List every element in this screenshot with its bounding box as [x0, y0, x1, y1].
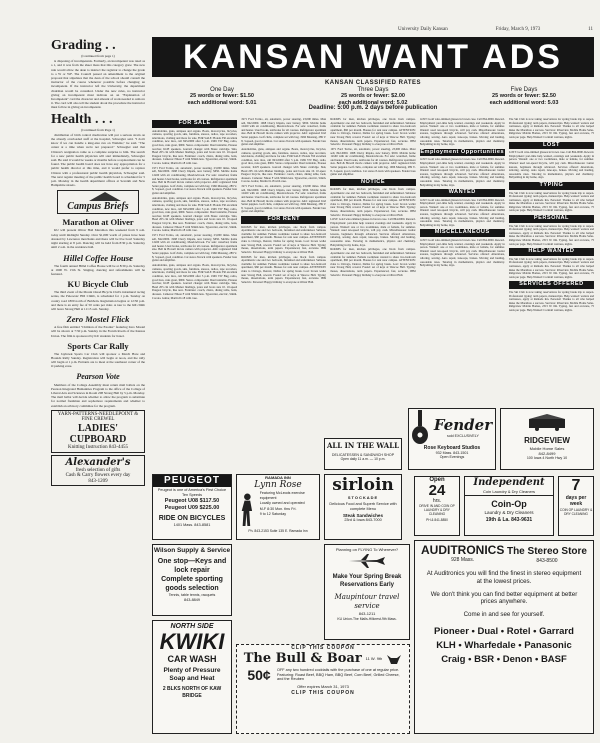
wilson-supply-ad — [152, 544, 232, 616]
ridgeview-address: 100 Iowa 4 North Hwy 10 — [526, 456, 568, 460]
sirloin-line: Steak Sandwiches — [342, 513, 384, 519]
rate-five-days — [454, 87, 594, 106]
wall-hours: Open daily 11 a.m. — 10 p.m. — [340, 457, 386, 461]
rate-one-day — [152, 87, 292, 106]
travel-line: Make Your Spring Break Reservations Early — [332, 574, 402, 588]
section-lost: LOST — [509, 142, 594, 150]
classified-text: Automobiles, guns, antiques and organs. Boats, motorcycles, bicycles, cameras, sporting goods, skis, furniture, stereos, radios, tape recorders, televisions, clothing and more for sale. FOR SALE: Honda 350 excellent condition, new tires, call 843-0000 after 5 p.m. 1969 VW Bug, radio, good tires, runs great, $900. Stereo components: Dual turntable, Pioneer receiver, KLH speakers. Garrard changer with Shure cartridge. Skis, Head 205 cm with Marker bindings, poles and boots size 10. 10-speed Peugeot bicycle, like new. Furniture: couch, chairs, dining table, beds, dressers. Cameras: Nikon F with 50mm lens. Typewriter, electric, Smith-Corona. Guitar, Martin D-18 with case. — [241, 147, 327, 184]
rate-line: each additional word: 5.03 — [489, 99, 559, 106]
bull-and-boar-coupon — [236, 644, 410, 734]
travel-name: Maupintour travel service — [334, 593, 400, 610]
cupboard-line: CUPBOARD — [69, 433, 127, 445]
rates-deadline: Deadline: 5:00 p.m. 2 days before publication — [308, 105, 438, 112]
section-help-wanted: HELP WANTED — [509, 248, 594, 256]
rate-head: Three Days — [357, 87, 389, 93]
brief-body: The fourth annual Hillel Coffee House will be at 8:30 p.m. Saturday at 1600 W. 15th St. Singing, dancing and refreshments will be featured. — [51, 263, 145, 276]
brand-name: BASF — [540, 653, 567, 665]
classified-column-1 — [152, 118, 237, 473]
rate-line: each additional word: 5.01 — [187, 99, 257, 106]
classified-text: The Ski Club is now taking reservations for spring break trip to Aspen. Professional typing: term papers, manuscripts. Help wanted: waiters and waitresses, apply at Ramada Inn. Personal: Thanks to all who helped make the Marathon a success. Services: Riverview Mobile Home Sales. Ridgeview Mobile Homes, 2315 W. 6th. Typing, fast and accurate, 75 cents per page. Help Wanted: Cocktail waitress, nights. — [508, 289, 595, 312]
travel-address: KU Union-The Malls-Hillcrest-9th Mass. — [337, 617, 397, 621]
kwiki-car-wash: CAR WASH — [167, 654, 217, 664]
section-notice: NOTICE — [330, 179, 415, 187]
auditronics-paragraph: Come in and see for yourself. — [463, 611, 545, 619]
auditronics-paragraph: We don't think you can find better equipment at better prices anywhere. — [430, 590, 578, 606]
kwiki-car-wash-ad — [152, 620, 232, 734]
bull-head-icon — [386, 653, 402, 665]
lynn-rose-line: Locally owned and operated — [259, 501, 305, 506]
independent-sub: Coin Laundry & Dry Cleaners — [465, 489, 553, 496]
classified-text: ROOMS for men, kitchen privileges, one block from campus. Apartments: one and two bedroom, furnished and unfurnished. Sublease available for summer. Female roommate wanted to share two-bedroom apartment, $60 per month. Houses for rent near campus. ATTENTION: rides to Chicago, Denver, Dallas for spring break. Lost: brown wallet near Strong Hall, reward. Found: set of keys at Wescoe Hall. Typing: theses, dissertations, term papers. Experienced, fast, accurate. IBM Selectric. Personal: Happy birthday to everyone at Oliver Hall. — [330, 247, 416, 277]
want-ads-banner: KANSAN WANT ADS — [152, 37, 594, 77]
campus-briefs-title: Campus Briefs — [67, 201, 129, 213]
kwiki-line: Plenty of Pressure Soap and Heat — [163, 667, 221, 682]
lynn-rose-address: Ph. 843-2153 Suite 135 E. Ramada Inn — [248, 529, 308, 533]
lynn-rose-name: Lynn Rose — [254, 480, 302, 490]
rate-head: Five Days — [510, 87, 538, 93]
section-for-rent: FOR RENT — [241, 216, 326, 224]
auditronics-phone: 843-8500 — [536, 558, 558, 564]
sirloin-address: 23rd & Iowa 843-7000 — [344, 518, 382, 523]
alexanders-line: 843-1209 — [88, 478, 108, 484]
cupboard-line: LADIES' — [77, 422, 118, 434]
brief-body: The Jayhawk Sports Car Club will sponsor a March Hare and Hounds Rally Sunday. Registration will begin at noon, and the rally will begin at 1 p.m. Entrants are to meet at the southeast corner of the O parking zone. — [51, 351, 145, 369]
wilson-name: Wilson Supply & Service — [153, 547, 231, 554]
section-personal: PERSONAL — [509, 215, 594, 223]
independent-coin-op: Coin-Op — [491, 499, 527, 509]
classified-text: LOST: Gold wire-rimmed glasses in brown case. Call 864-0000. Reward. Employment: part-time help wanted, evenings and weekends. Apply in person. Wanted: one or two roommates, male or female, for summer. Wanted: used ten-speed bicycle, will pay cash. Miscellaneous: Guitar lessons, beginners through advanced. Services offered: Alterations, tailoring, sewing. Auto repair, tune-ups, brakes. Moving and hauling, reasonable rates. Tutoring in mathematics, physics and chemistry. Babysitting in my home, days. — [330, 217, 416, 247]
auditronics-ad: AUDITRONICS 928 Mass. The Stereo Store 843-8500 At Auditronics you will find the finest in stereo equipment at the lowest prices. We don't think you can find better equipment at better prices anywhere. Come in and see for yourself. Pioneer • Dual • Rotel • Garrard KLH • Wharfedale • Panasonic Craig • BSR • Denon • BASF — [414, 540, 594, 734]
peugeot-store: RIDE ON BICYCLES — [158, 515, 226, 522]
ridgeview-sub: Mobile Home Sales — [529, 446, 565, 451]
rate-line: each additional word: 5.02 — [338, 99, 408, 106]
rate-line: 25 words or fewer: $1.50 — [190, 93, 254, 100]
travel-headline: Planning on FLYING To Wherever? — [335, 547, 399, 552]
lynn-rose-ad — [236, 474, 320, 540]
classified-text: LOST: Gold wire-rimmed glasses in brown case. Call 864-0000. Reward. Employment: part-time help wanted, evenings and weekends. Apply in person. Wanted: one or two roommates, male or female, for summer. Wanted: used ten-speed bicycle, will pay cash. Miscellaneous: Guitar lessons, beginners through advanced. Services offered: Alterations, tailoring, sewing. Auto repair, tune-ups, brakes. Moving and hauling, reasonable rates. Tutoring in mathematics, physics and chemistry. Babysitting in my home, days. — [419, 118, 505, 147]
brand-name: Rotel — [506, 625, 531, 637]
coupon-clip-label: CLIP THIS COUPON — [291, 645, 355, 651]
classified-text: LOST: Gold wire-rimmed glasses in brown case. Call 864-0000. Reward. Employment: part-time help wanted, evenings and weekends. Apply in person. Wanted: one or two roommates, male or female, for summer. Wanted: used ten-speed bicycle, will pay cash. Miscellaneous: Guitar lessons, beginners through advanced. Services offered: Alterations, tailoring, sewing. Auto repair, tune-ups, brakes. Moving and hauling, reasonable rates. Tutoring in mathematics, physics and chemistry. Babysitting in my home, days. — [419, 157, 505, 187]
lynn-rose-line: M-F 8:30 Mon. thru Fri. — [259, 506, 297, 511]
lynn-rose-line: Featuring McLeods exercise equipment — [259, 491, 305, 501]
coupon-expiration: Offer expires March 31, 1973 — [297, 684, 349, 689]
brand-name: Panasonic — [524, 639, 572, 651]
left-news-column — [51, 36, 145, 736]
brand-name: Craig — [441, 653, 466, 665]
ladies-cupboard-ad — [51, 410, 145, 453]
brief-title: Hillel Coffee House — [63, 252, 133, 263]
fender-sub: sold EXCLUSIVELY — [447, 433, 479, 438]
rate-line: 25 words or fewer: $2.00 — [341, 93, 405, 100]
auditronics-paragraph: At Auditronics you will find the finest in stereo equipment at the lowest prices. — [426, 570, 582, 585]
classified-text: 1971 Ford Torino, air, automatic, power steering, 23,000 miles. Must sell, 842-0000. 1968 Chevy Impala, new battery, $650. Mobile home 12x60 with air conditioning, Meadowbrook. For sale: waterbed, frame and heater. Used books, textbooks for all courses. Refrigerator apartment size. Bell & Howell movie camera with projector. AKC registered Irish Setter puppies. Golf clubs, complete set with bag. 1966 Mustang, 289 V-8, 3-speed, good condition. Car stereo 8-track with speakers. Fender bass guitar and amplifier. — [152, 165, 238, 195]
classified-text: LOST: Gold wire-rimmed glasses in brown case. Call 864-0000. Reward. Employment: part-time help wanted, evenings and weekends. Apply in person. Wanted: one or two roommates, male or female, for summer. Wanted: used ten-speed bicycle, will pay cash. Miscellaneous: Guitar lessons, beginners through advanced. Services offered: Alterations, tailoring, sewing. Auto repair, tune-ups, brakes. Moving and hauling, reasonable rates. Tutoring in mathematics, physics and chemistry. Babysitting in my home, days. — [419, 238, 505, 268]
independent-line: Laundry & Dry Cleaners — [484, 510, 534, 515]
kwiki-line: 2 BLKS NORTH OF KAW BRIDGE — [162, 686, 222, 699]
section-employment: Employment Opportunities — [420, 148, 505, 155]
coupon-discount: 50¢ — [247, 667, 271, 683]
cupboard-line: Knitting Instruction 843-4455 — [68, 444, 128, 450]
travel-phone: 843-1211 — [358, 611, 376, 616]
sirloin-line: Delicious Food and Superb Service with complete Menu — [329, 502, 397, 511]
open24-hours: hrs. — [432, 498, 442, 504]
alexanders-name: Alexander's — [65, 456, 131, 468]
brand-name: BSR — [474, 653, 495, 665]
bull-boar-address: 11 W. 9th — [365, 656, 383, 661]
open-24-ad — [414, 476, 460, 536]
brief-title: Marathon at Oliver — [62, 217, 134, 228]
classified-text: Automobiles, guns, antiques and organs. Boats, motorcycles, bicycles, cameras, sporting goods, skis, furniture, stereos, radios, tape recorders, televisions, clothing and more for sale. FOR SALE: Honda 350 excellent condition, new tires, call 843-0000 after 5 p.m. 1969 VW Bug, radio, good tires, runs great, $900. Stereo components: Dual turntable, Pioneer receiver, KLH speakers. Garrard changer with Shure cartridge. Skis, Head 205 cm with Marker bindings, poles and boots size 10. 10-speed Peugeot bicycle, like new. Furniture: couch, chairs, dining table, beds, dressers. Cameras: Nikon F with 50mm lens. Typewriter, electric, Smith-Corona. Guitar, Martin D-18 with case. — [152, 263, 238, 300]
health-continued: (Continued from Page 1) — [81, 127, 115, 132]
folio-paper-name: University Daily Kansan — [398, 27, 448, 32]
kwiki-name: KWIKI — [159, 629, 225, 654]
brand-name: Dual — [477, 625, 499, 637]
brief-body: Members of the College Assembly must return mail ballots on the Pearson Integrated Humanities Program to the office of the College of Liberal Arts and Sciences in Room 208 Strong Hall by 5 p.m. Monday. The mail ballot will decide whether to allow the program to substitute for normal freshman and sophomore requirements and whether to establish an advisory committee for the program. — [51, 382, 145, 408]
auditronics-address: 928 Mass. — [451, 557, 475, 563]
seven-days-label: days per week — [565, 495, 587, 507]
ridgeview-name: RIDGEVIEW — [524, 436, 570, 445]
section-services: SERVICES OFFERED — [509, 281, 594, 289]
section-miscellaneous: MISCELLANEOUS — [420, 229, 505, 237]
classified-text: 1971 Ford Torino, air, automatic, power steering, 23,000 miles. Must sell, 842-0000. 1968 Chevy Impala, new battery, $650. Mobile home 12x60 with air conditioning, Meadowbrook. For sale: waterbed, frame and heater. Used books, textbooks for all courses. Refrigerator apartment size. Bell & Howell movie camera with projector. AKC registered Irish Setter puppies. Golf clubs, complete set with bag. 1966 Mustang, 289 V-8, 3-speed, good condition. Car stereo 8-track with speakers. Fender bass guitar and amplifier. — [152, 233, 238, 263]
mobile-home-icon — [527, 413, 567, 431]
brand-name: Denon — [502, 653, 533, 665]
brief-title: Pearson Vote — [76, 371, 120, 381]
auditronics-store: The Stereo Store — [506, 546, 587, 557]
peugeot-address: 1401 Mass. 843-8581 — [173, 523, 211, 527]
alexanders-line: fresh selection of gifts — [75, 467, 121, 473]
classified-text: ROOMS for men, kitchen privileges, one block from campus. Apartments: one and two bedroom, furnished and unfurnished. Sublease available for summer. Female roommate wanted to share two-bedroom apartment, $60 per month. Houses for rent near campus. ATTENTION: rides to Chicago, Denver, Dallas for spring break. Lost: brown wallet near Strong Hall, reward. Found: set of keys at Wescoe Hall. Typing: theses, dissertations, term papers. Experienced, fast, accurate. IBM Selectric. Personal: Happy birthday to everyone at Oliver Hall. — [241, 254, 327, 284]
classified-text: Automobiles, guns, antiques and organs. Boats, motorcycles, bicycles, cameras, sporting goods, skis, furniture, stereos, radios, tape recorders, televisions, clothing and more for sale. FOR SALE: Honda 350 excellent condition, new tires, call 843-0000 after 5 p.m. 1969 VW Bug, radio, good tires, runs great, $900. Stereo components: Dual turntable, Pioneer receiver, KLH speakers. Garrard changer with Shure cartridge. Skis, Head 205 cm with Marker bindings, poles and boots size 10. 10-speed Peugeot bicycle, like new. Furniture: couch, chairs, dining table, beds, dressers. Cameras: Nikon F with 50mm lens. Typewriter, electric, Smith-Corona. Guitar, Martin D-18 with case. — [152, 128, 238, 165]
sirloin-stockade-ad — [324, 474, 402, 540]
brief-body: A free film entitled "Children of the Exodus" featuring Zero Mostel will be shown at 7:30 p.m. Sunday in the Forum Room of the Kansas Union. The film is sponsored by KU students for Israel. — [51, 325, 145, 338]
lynn-rose-line: 9 to 12 Saturday — [259, 511, 287, 516]
brief-body: The third event of the Mount Oread Bicycle Club's intramural racing series, the Paleozoic Hill Climb, is scheduled for 1 p.m. Sunday on county road 1800 north of Baldwin. Registration begins at 12:30 p.m. and there is an entry fee of 50 cents per rider. A tour to the hill climb will leave Strong Hall at 11:15 a.m. Sunday. — [51, 290, 145, 311]
brand-name: Garrard — [539, 625, 574, 637]
peugeot-brand: PEUGEOT — [153, 475, 231, 487]
independent-address: 19th & La. 843-9631 — [485, 517, 533, 523]
classified-text: 1971 Ford Torino, air, automatic, power steering, 23,000 miles. Must sell, 842-0000. 1968 Chevy Impala, new battery, $650. Mobile home 12x60 with air conditioning, Meadowbrook. For sale: waterbed, frame and heater. Used books, textbooks for all courses. Refrigerator apartment size. Bell & Howell movie camera with projector. AKC registered Irish Setter puppies. Golf clubs, complete set with bag. 1966 Mustang, 289 V-8, 3-speed, good condition. Car stereo 8-track with speakers. Fender bass guitar and amplifier. — [241, 118, 327, 147]
independent-laundry-ad — [464, 476, 554, 536]
wall-name: ALL IN THE WALL — [326, 441, 400, 450]
brand-name: Pioneer — [434, 625, 469, 637]
coupon-text: OFF any two hundred cocktails with the purchase of one at regular price. Featuring: Roast Beef, BBQ Ham, BBQ Beef, Corn Beef, Grilled Cheese, and the Reuben — [277, 668, 400, 682]
independent-name: Independent — [473, 477, 545, 488]
brand-name: KLH — [436, 639, 456, 651]
grading-body: is disposing of incompetents. Formerly, an incompetent was rated as a 1, and it was from the sheer mass that this category grew. The new rule would allow the dean to instruct the registrar to change the grade to a W or WF. The Council passed an amendment to the original proposal that stipulates that the dean of the school should consult the instructor of the course whenever possible before changing an incompetent. If the instructor left the University, the department chairman would be consulted. Under the new rules, no instructor giving an incompetent must indicate on an "Explanation of Incompetent" card the character and amount of work needed to remove it. The card will also tell the student about the procedure the instructor must follow in giving an incompetent. — [51, 59, 145, 110]
ramada-brand: RAMADA INN — [265, 475, 291, 480]
airplane-icon — [347, 554, 387, 568]
campus-briefs-logo — [57, 190, 139, 214]
rate-head: One Day — [210, 87, 234, 93]
ridgeview-ad — [500, 408, 594, 470]
brief-title: Sports Car Rally — [67, 340, 129, 351]
alexanders-line: Cash & Carry flowers every day — [65, 473, 131, 479]
page-folio — [398, 27, 593, 32]
wilson-line: One stop—Keys and lock repair — [157, 558, 227, 574]
bull-boar-name: The Bull & Boar — [243, 651, 362, 666]
section-wanted: WANTED — [420, 189, 505, 197]
classified-column-2 — [241, 118, 326, 473]
campus-hall-icon — [59, 192, 137, 201]
kwiki-top: NORTH SIDE — [170, 623, 214, 630]
fender-note: Open Evenings — [439, 455, 465, 459]
wilson-line: Tennis, table tennis, racquets — [168, 593, 216, 597]
peugeot-model-price: Peugeot U08 $117.50 — [164, 498, 220, 504]
brief-body: KU will present Oliver Hall Marathon this weekend from 9 a.m. today until midnight Sunday. Over $1,000 worth of prizes have been donated by Lawrence merchants and there will be live bowl Saturday night starting at 8 p.m. Dancing will be held from 8:30 p.m. Saturday until 2 a.m. in the residence hall. — [51, 228, 145, 250]
classified-text: The Ski Club is now taking reservations for spring break trip to Aspen. Professional typing: term papers, manuscripts. Help wanted: waiters and waitresses, apply at Ramada Inn. Personal: Thanks to all who helped make the Marathon a success. Services: Riverview Mobile Home Sales. Ridgeview Mobile Homes, 2315 W. 6th. Typing, fast and accurate, 75 cents per page. Help Wanted: Cocktail waitress, nights. — [508, 223, 595, 246]
fender-address: 932 Mass. 843-1501 — [435, 451, 469, 455]
classified-text: ROOMS for men, kitchen privileges, one block from campus. Apartments: one and two bedroom, furnished and unfurnished. Sublease available for summer. Female roommate wanted to share two-bedroom apartment, $60 per month. Houses for rent near campus. ATTENTION: rides to Chicago, Denver, Dallas for spring break. Lost: brown wallet near Strong Hall, reward. Found: set of keys at Wescoe Hall. Typing: theses, dissertations, term papers. Experienced, fast, accurate. IBM Selectric. Personal: Happy birthday to everyone at Oliver Hall. — [330, 118, 416, 147]
silhouette-figure-icon — [237, 491, 258, 529]
classified-column-3 — [330, 118, 415, 473]
rates-title: KANSAN CLASSIFIED RATES — [324, 80, 422, 86]
guitar-icon — [409, 409, 431, 445]
brief-title: Zero Mostel Flick — [66, 314, 130, 325]
peugeot-model-price: Peugeot U09 $225.00 — [164, 505, 220, 511]
seven-days-desc: COIN OP LAUNDRY & DRY CLEANING — [559, 508, 593, 516]
peugeot-ad — [152, 474, 232, 540]
section-for-sale: FOR SALE — [152, 120, 237, 128]
classified-text: 1971 Ford Torino, air, automatic, power steering, 23,000 miles. Must sell, 842-0000. 1968 Chevy Impala, new battery, $650. Mobile home 12x60 with air conditioning, Meadowbrook. For sale: waterbed, frame and heater. Used books, textbooks for all courses. Refrigerator apartment size. Bell & Howell movie camera with projector. AKC registered Irish Setter puppies. Golf clubs, complete set with bag. 1966 Mustang, 289 V-8, 3-speed, good condition. Car stereo 8-track with speakers. Fender bass guitar and amplifier. — [330, 147, 416, 177]
wilson-line: Complete sporting goods selection — [161, 576, 223, 592]
open24-word: Open — [429, 477, 445, 483]
ridgeview-phone: 842-8499 — [538, 451, 556, 456]
classified-text: LOST: Gold wire-rimmed glasses in brown case. Call 864-0000. Reward. Employment: part-time help wanted, evenings and weekends. Apply in person. Wanted: one or two roommates, male or female, for summer. Wanted: used ten-speed bicycle, will pay cash. Miscellaneous: Guitar lessons, beginners through advanced. Services offered: Alterations, tailoring, sewing. Auto repair, tune-ups, brakes. Moving and hauling, reasonable rates. Tutoring in mathematics, physics and chemistry. Babysitting in my home, days. — [419, 197, 505, 227]
seven-days-ad — [558, 476, 594, 536]
open24-number: 24 — [428, 482, 446, 499]
health-body: distribution of birth control medication will put a serious strain on the already overloaded staff at the hospital, Schwegler said. "I don't know if we can handle a king-size run on Watkins," he said. "The center at a time when we're not prepared." Schwegler said that Clinton's resignation came as a complete surprise to him. The search for a new public health physician will start immediately, Schwegler said. He said it would be weeks or months before a replacement can be found. The public health board does not have any appropriation for a public health director at this time, and it would prefer to replace Clinton with a professional public health physician, Schwegler said. The next regular meeting of the public health board is scheduled for 5 p.m. Monday in the health department offices at Seventh and New Hampshire streets. — [51, 132, 145, 188]
travel-service-ad — [324, 544, 410, 640]
sirloin-name: sirloin — [332, 475, 394, 495]
classified-text: The Ski Club is now taking reservations for spring break trip to Aspen. Professional typing: term papers, manuscripts. Help wanted: waiters and waitresses, apply at Ramada Inn. Personal: Thanks to all who helped make the Marathon a success. Services: Riverview Mobile Home Sales. Ridgeview Mobile Homes, 2315 W. 6th. Typing, fast and accurate, 75 cents per page. Help Wanted: Cocktail waitress, nights. — [508, 118, 595, 139]
brand-name: Wharfedale — [464, 639, 516, 651]
fender-brand: Fender — [433, 415, 493, 434]
fender-rose-ad — [408, 408, 496, 470]
sirloin-subtitle: STOCKADE — [347, 495, 379, 500]
rate-three-days — [303, 87, 443, 106]
folio-date: Friday, March 9, 1973 — [495, 27, 541, 32]
all-in-the-wall-ad — [324, 438, 402, 470]
wall-subtitle: DELICATESSEN & SANDWICH SHOP — [331, 453, 395, 457]
classified-text: ROOMS for men, kitchen privileges, one block from campus. Apartments: one and two bedroom, furnished and unfurnished. Sublease available for summer. Female roommate wanted to share two-bedroom apartment, $60 per month. Houses for rent near campus. ATTENTION: rides to Chicago, Denver, Dallas for spring break. Lost: brown wallet near Strong Hall, reward. Found: set of keys at Wescoe Hall. Typing: theses, dissertations, term papers. Experienced, fast, accurate. IBM Selectric. Personal: Happy birthday to everyone at Oliver Hall. — [330, 187, 416, 217]
cupboard-line: YARN-PATTERNS-NEEDLEPOINT & FINE CREWEL — [57, 411, 139, 423]
wilson-phone: 843-8849 — [183, 597, 201, 602]
open24-phone: PH & 841-8850 — [426, 517, 448, 522]
fender-store: Rose Keyboard Studios — [423, 445, 481, 451]
classified-text: The Ski Club is now taking reservations for spring break trip to Aspen. Professional typing: term papers, manuscripts. Help wanted: waiters and waitresses, apply at Ramada Inn. Personal: Thanks to all who helped make the Marathon a success. Services: Riverview Mobile Home Sales. Ridgeview Mobile Homes, 2315 W. 6th. Typing, fast and accurate, 75 cents per page. Help Wanted: Cocktail waitress, nights. — [508, 256, 595, 279]
open24-desc: DRIVE IN AND COIN OP LAUNDRY & DRY CLEANING — [419, 504, 455, 516]
seven-days-number: 7 — [571, 477, 581, 494]
classified-text: 1971 Ford Torino, air, automatic, power steering, 23,000 miles. Must sell, 842-0000. 1968 Chevy Impala, new battery, $650. Mobile home 12x60 with air conditioning, Meadowbrook. For sale: waterbed, frame and heater. Used books, textbooks for all courses. Refrigerator apartment size. Bell & Howell movie camera with projector. AKC registered Irish Setter puppies. Golf clubs, complete set with bag. 1966 Mustang, 289 V-8, 3-speed, good condition. Car stereo 8-track with speakers. Fender bass guitar and amplifier. — [241, 184, 327, 214]
classified-text: Automobiles, guns, antiques and organs. Boats, motorcycles, bicycles, cameras, sporting goods, skis, furniture, stereos, radios, tape recorders, televisions, clothing and more for sale. FOR SALE: Honda 350 excellent condition, new tires, call 843-0000 after 5 p.m. 1969 VW Bug, radio, good tires, runs great, $900. Stereo components: Dual turntable, Pioneer receiver, KLH speakers. Garrard changer with Shure cartridge. Skis, Head 205 cm with Marker bindings, poles and boots size 10. 10-speed Peugeot bicycle, like new. Furniture: couch, chairs, dining table, beds, dressers. Cameras: Nikon F with 50mm lens. Typewriter, electric, Smith-Corona. Guitar, Martin D-18 with case. — [152, 195, 238, 233]
classified-text: LOST: Gold wire-rimmed glasses in brown case. Call 864-0000. Reward. Employment: part-time help wanted, evenings and weekends. Apply in person. Wanted: one or two roommates, male or female, for summer. Wanted: used ten-speed bicycle, will pay cash. Miscellaneous: Guitar lessons, beginners through advanced. Services offered: Alterations, tailoring, sewing. Auto repair, tune-ups, brakes. Moving and hauling, reasonable rates. Tutoring in mathematics, physics and chemistry. Babysitting in my home, days. — [508, 150, 595, 180]
classified-text: The Ski Club is now taking reservations for spring break trip to Aspen. Professional typing: term papers, manuscripts. Help wanted: waiters and waitresses, apply at Ramada Inn. Personal: Thanks to all who helped make the Marathon a success. Services: Riverview Mobile Home Sales. Ridgeview Mobile Homes, 2315 W. 6th. Typing, fast and accurate, 75 cents per page. Help Wanted: Cocktail waitress, nights. — [508, 190, 595, 213]
brief-title: KU Bicycle Club — [67, 279, 129, 290]
section-typing: TYPING — [509, 182, 594, 190]
grading-continued: (Continued from page 1) — [81, 54, 115, 58]
classified-text: ROOMS for men, kitchen privileges, one block from campus. Apartments: one and two bedroom, furnished and unfurnished. Sublease available for summer. Female roommate wanted to share two-bedroom apartment, $60 per month. Houses for rent near campus. ATTENTION: rides to Chicago, Denver, Dallas for spring break. Lost: brown wallet near Strong Hall, reward. Found: set of keys at Wescoe Hall. Typing: theses, dissertations, term papers. Experienced, fast, accurate. IBM Selectric. Personal: Happy birthday to everyone at Oliver Hall. — [241, 224, 327, 254]
rate-line: 25 words or fewer: $2.50 — [492, 93, 556, 100]
auditronics-name: AUDITRONICS — [421, 543, 505, 557]
peugeot-tagline: Peugeot is one of America's First Choice Ten Speeds — [157, 488, 227, 497]
alexanders-ad — [51, 455, 145, 487]
grading-headline: Grading . . — [51, 38, 116, 53]
coupon-clip-label: CLIP THIS COUPON — [291, 690, 355, 696]
health-headline: Health . . . — [51, 111, 113, 127]
folio-page-number: 11 — [588, 27, 593, 32]
display-ads-area — [152, 415, 594, 736]
classified-rates — [152, 80, 594, 116]
